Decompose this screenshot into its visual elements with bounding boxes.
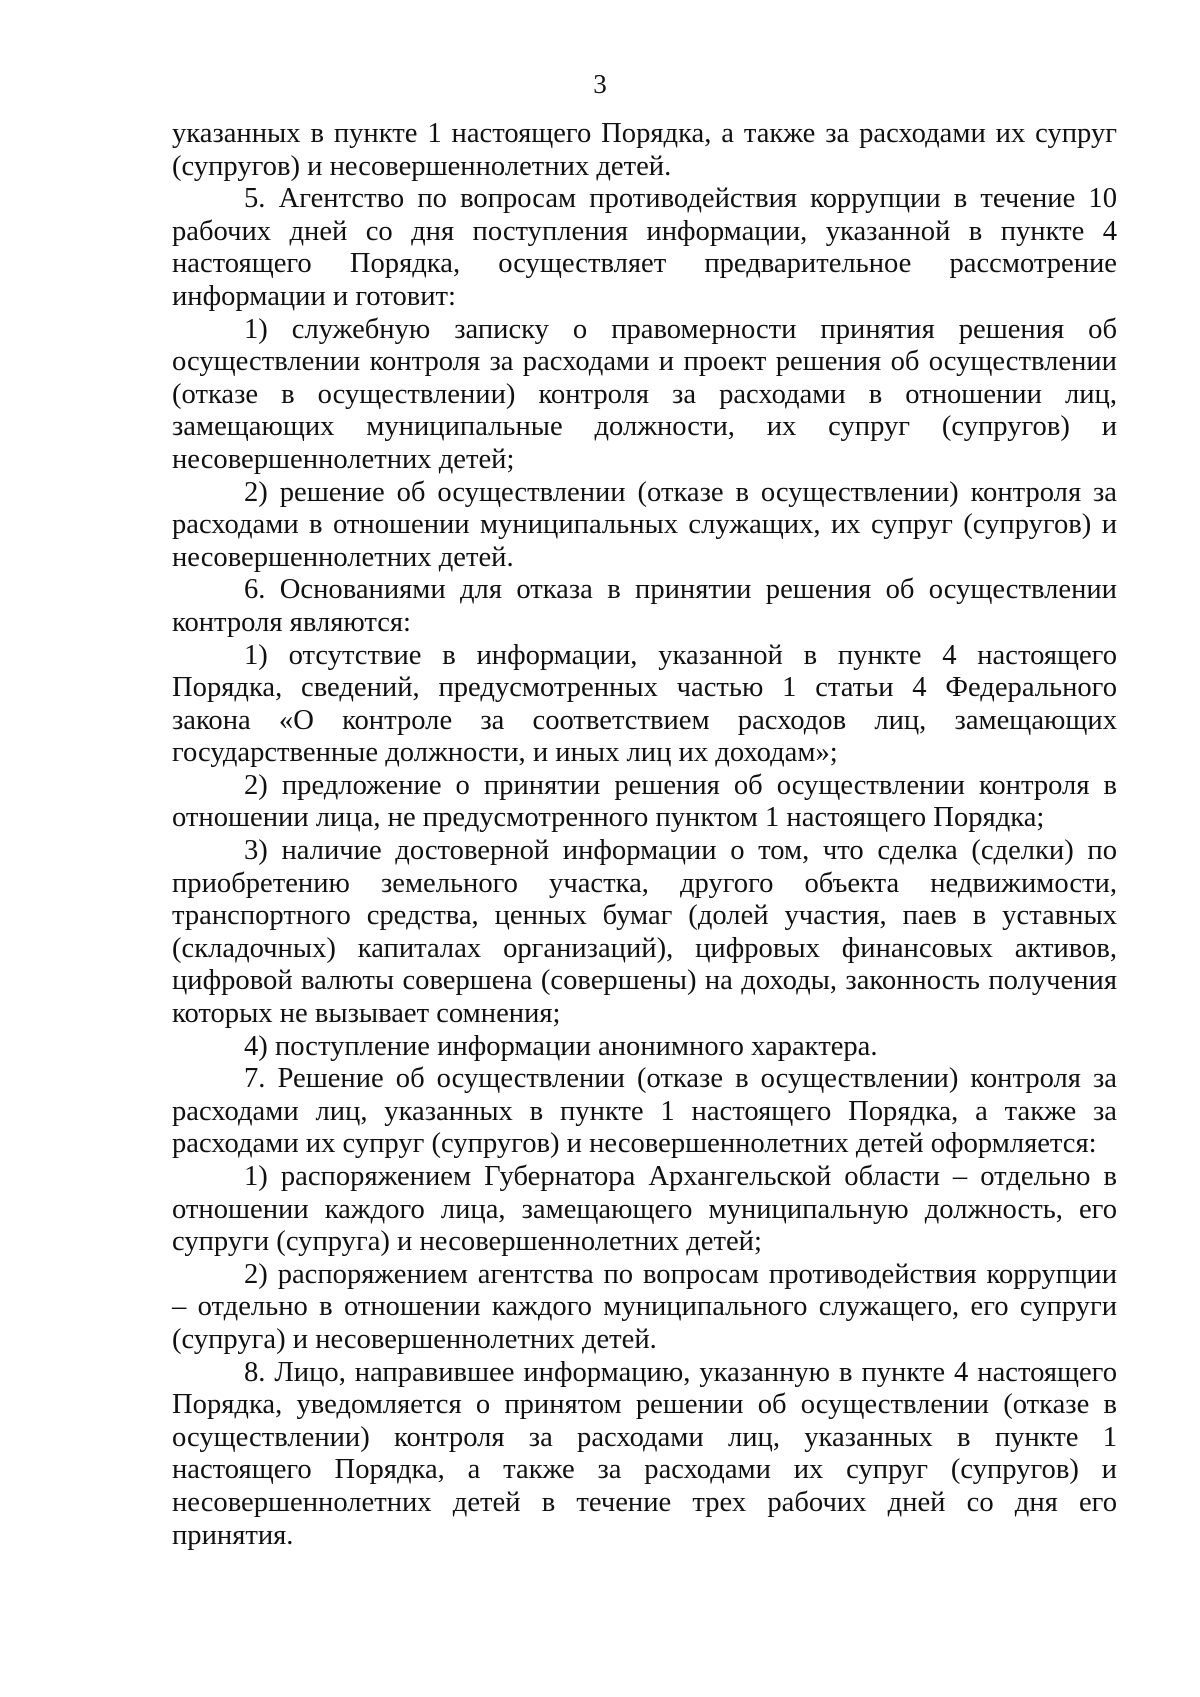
document-body <box>172 118 1117 1552</box>
paragraph-item-7-1: 1) распоряжением Губернатора Архангельской области – отдельно в отношении каждого лица, замещающего муниципальную должность, его супруги (супруга) и несовершеннолетних детей; <box>172 1161 1117 1258</box>
paragraph-item-7-2: 2) распоряжением агентства по вопросам противодействия коррупции – отдельно в отношении каждого муниципального служащего, его супруги (супруга) и несовершеннолетних детей. <box>172 1258 1117 1355</box>
paragraph-item-5-2: 2) решение об осуществлении (отказе в осуществлении) контроля за расходами в отношении муниципальных служащих, их супруг (супругов) и несовершеннолетних детей. <box>172 476 1117 573</box>
paragraph-item-6: 6. Основаниями для отказа в принятии решения об осуществлении контроля являются: <box>172 574 1117 638</box>
paragraph-item-5: 5. Агентство по вопросам противодействия коррупции в течение 10 рабочих дней со дня поступления информации, указанной в пункте 4 настоящего Порядка, осуществляет предварительное рассмотрение информации и готовит: <box>172 183 1117 312</box>
paragraph-continuation: указанных в пункте 1 настоящего Порядка, а также за расходами их супруг (супругов) и несовершеннолетних детей. <box>172 118 1117 182</box>
paragraph-item-6-2: 2) предложение о принятии решения об осуществлении контроля в отношении лица, не предусмотренного пунктом 1 настоящего Порядка; <box>172 769 1117 834</box>
paragraph-item-6-3: 3) наличие достоверной информации о том, что сделка (сделки) по приобретению земельного участка, другого объекта недвижимости, транспортного средства, ценных бумаг (долей участия, паев в уставных (складочных) капиталах организаций), цифровых финансовых активов, цифровой валюты совершена (совершены) на доходы, законность получения которых не вызывает сомнения; <box>172 835 1117 1030</box>
page-number: 3 <box>593 69 607 99</box>
paragraph-item-7: 7. Решение об осуществлении (отказе в осуществлении) контроля за расходами лиц, указанных в пункте 1 настоящего Порядка, а также за расходами их супруг (супругов) и несовершеннолетних детей оформляется: <box>172 1063 1117 1160</box>
paragraph-item-8: 8. Лицо, направившее информацию, указанную в пункте 4 настоящего Порядка, уведомляется о принятом решении об осуществлении (отказе в осуществлении) контроля за расходами лиц, указанных в пункте 1 настоящего Порядка, а также за расходами их супруг (супругов) и несовершеннолетних детей в течение трех рабочих дней со дня его принятия. <box>172 1356 1117 1551</box>
paragraph-item-6-4: 4) поступление информации анонимного характера. <box>244 1030 878 1062</box>
paragraph-item-5-1: 1) служебную записку о правомерности принятия решения об осуществлении контроля за расходами и проект решения об осуществлении (отказе в осуществлении) контроля за расходами в отношении лиц, замещающих муниципальные должности, их супруг (супругов) и несовершеннолетних детей; <box>172 313 1117 475</box>
paragraph-item-6-1: 1) отсутствие в информации, указанной в пункте 4 настоящего Порядка, сведений, предусмотренных частью 1 статьи 4 Федерального закона «О контроле за соответствием расходов лиц, замещающих государственные должности, и иных лиц их доходам»; <box>172 639 1117 769</box>
